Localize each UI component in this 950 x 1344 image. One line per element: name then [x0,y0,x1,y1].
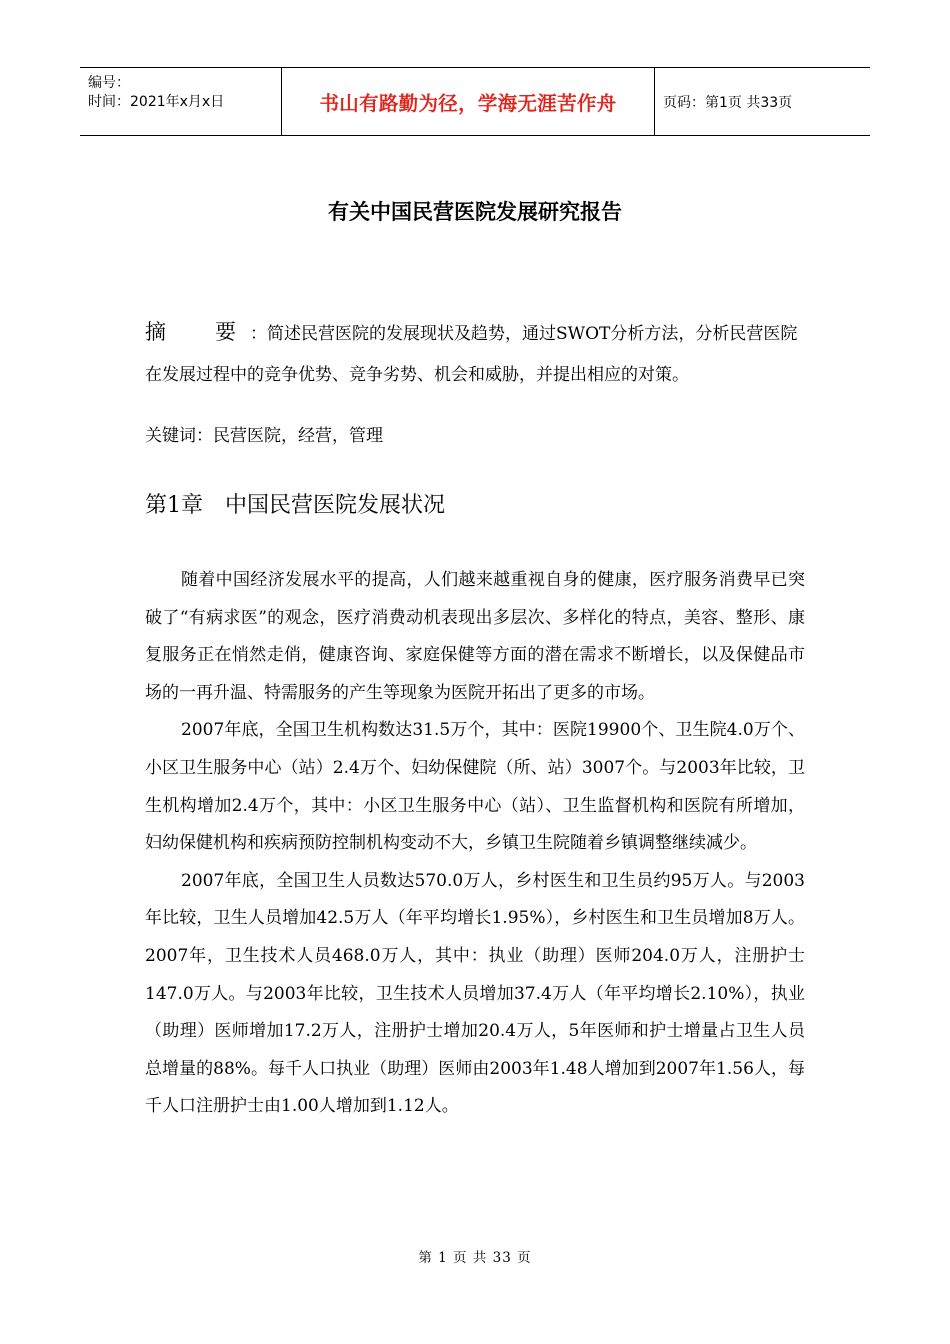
page-footer: 第 1 页 共 33 页 [418,1250,532,1266]
chapter-heading: 第1章 中国民营医院发展状况 [145,493,445,518]
body-paragraphs [145,562,805,1126]
abstract-label: 摘 要 [145,320,250,344]
date-label: 时间：2021年x月x日 [88,94,225,110]
header-motto: 书山有路勤为径，学海无涯苦作舟 [281,68,655,135]
paragraph: 随着中国经济发展水平的提高，人们越来越重视自身的健康，医疗服务消费早已突破了“有病求医”的观念，医疗消费动机表现出多层次、多样化的特点，美容、整形、康复服务正在悄然走俏，健康咨询、家庭保健等方面的潜在需求不断增长，以及保健品市场的一再升温、特需服务的产生等现象为医院开拓出了更多的市场。 [145,570,805,703]
header-table [80,67,870,136]
paragraph: 2007年底，全国卫生机构数达31.5万个，其中：医院19900个、卫生院4.0万个、小区卫生服务中心（站）2.4万个、妇幼保健院（所、站）3007个。与2003年比较，卫生机构增加2.4万个，其中：小区卫生服务中心（站）、卫生监督机构和医院有所增加，妇幼保健机构和疾病预防控制机构变动不大，乡镇卫生院随着乡镇调整继续减少。 [145,720,805,854]
number-label: 编号： [88,75,130,91]
keywords: 关键词：民营医院，经营，管理 [145,426,383,446]
header-page-info: 页码：第1页 共33页 [663,94,793,111]
document-title: 有关中国民营医院发展研究报告 [328,200,622,224]
abstract [145,312,805,396]
abstract-text: ：简述民营医院的发展现状及趋势，通过SWOT分析方法，分析民营医院在发展过程中的竞争优势、竞争劣势、机会和威胁，并提出相应的对策。 [145,324,798,385]
paragraph: 2007年底，全国卫生人员数达570.0万人，乡村医生和卫生员约95万人。与2003年比较，卫生人员增加42.5万人（年平均增长1.95%），乡村医生和卫生员增加8万人。2007年，卫生技术人员468.0万人，其中：执业（助理）医师204.0万人，注册护士147.0万人。与2003年比较，卫生技术人员增加37.4万人（年平均增长2.10%），执业（助理）医师增加17.2万人，注册护士增加20.4万人，5年医师和护士增量占卫生人员总增量的88%。每千人口执业（助理）医师由2003年1.48人增加到2007年1.56人，每千人口注册护士由1.00人增加到1.12人。 [145,870,805,1117]
header-meta-cell [80,68,281,135]
